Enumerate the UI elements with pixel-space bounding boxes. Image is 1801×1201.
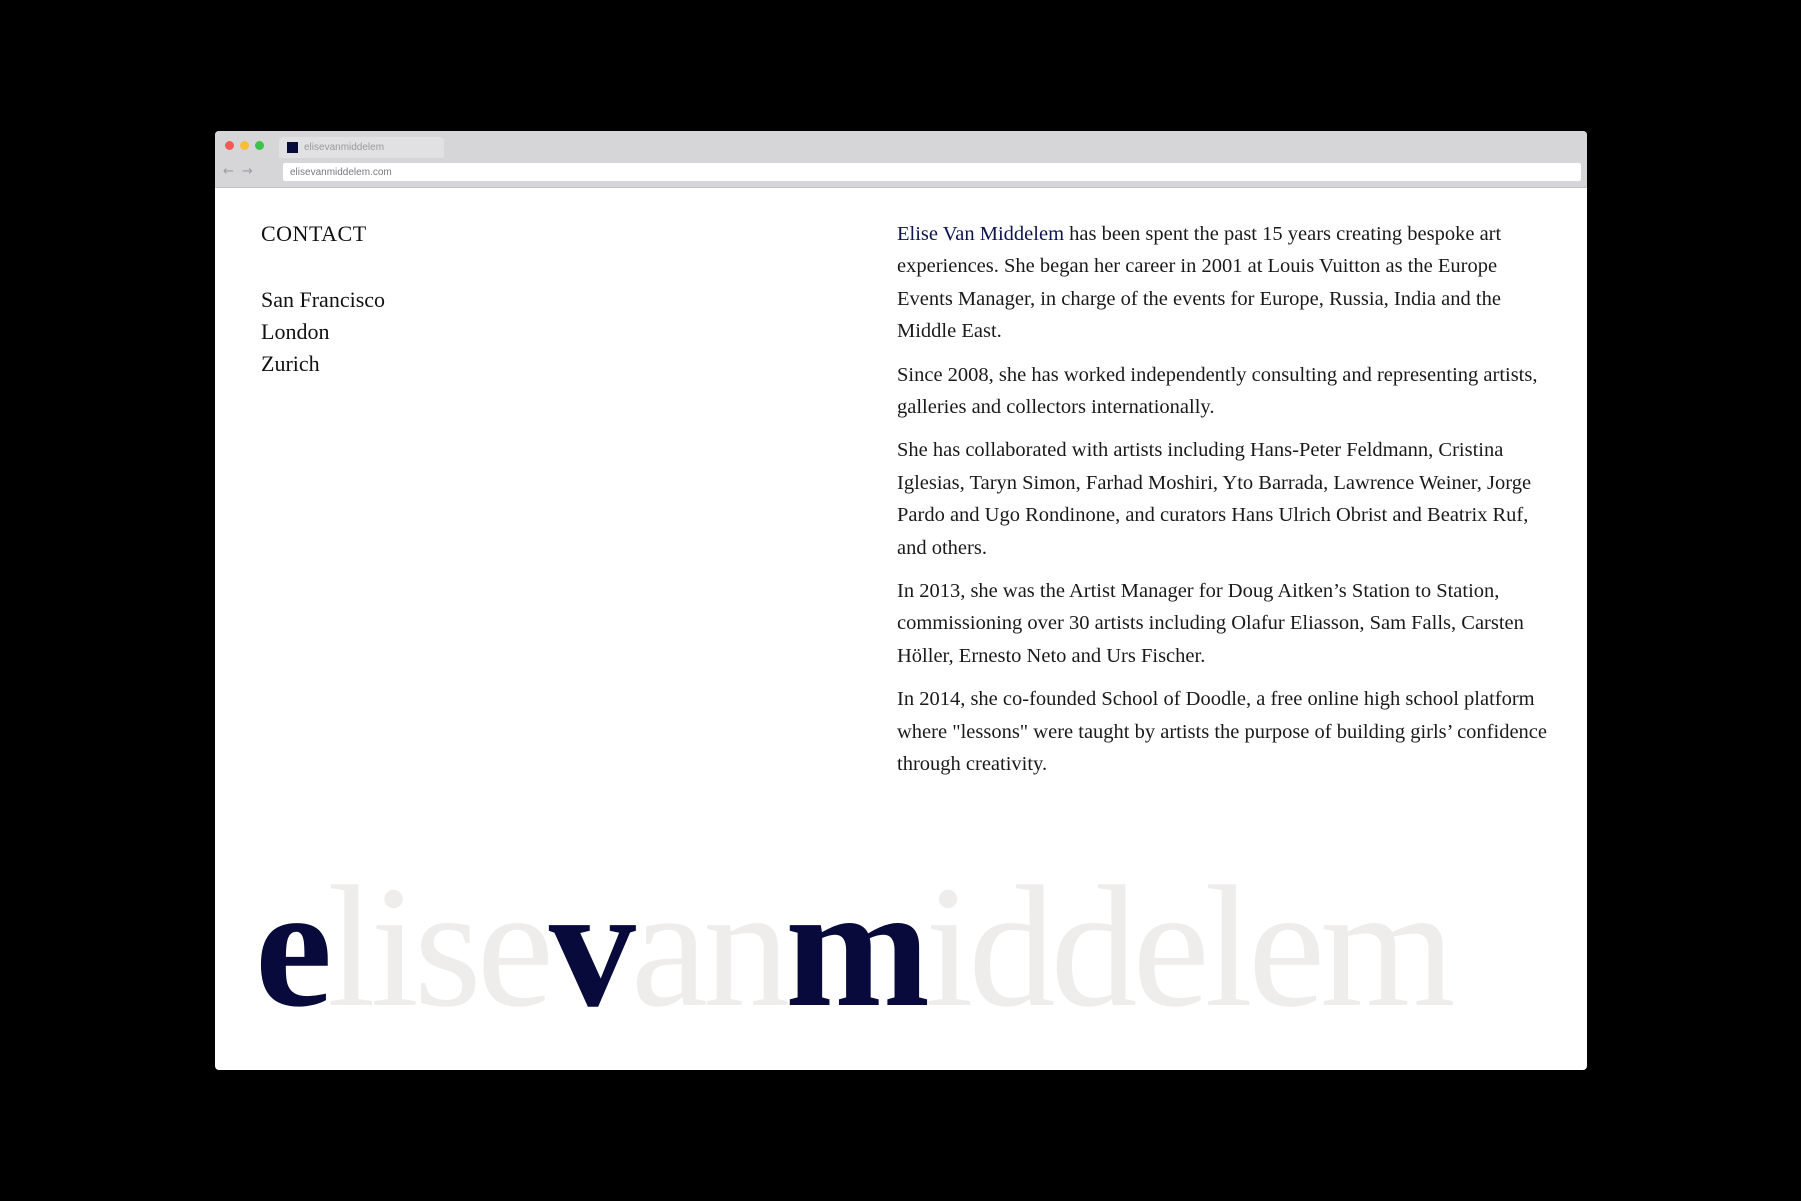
bio-text: [897, 218, 1547, 792]
wordmark-faded: lise: [327, 850, 549, 1043]
maximize-window-button[interactable]: [255, 141, 264, 150]
forward-arrow-icon[interactable]: →: [241, 164, 253, 179]
wordmark-letter-e: e: [255, 850, 328, 1043]
bio-paragraph: She has collaborated with artists including Hans-Peter Feldmann, Cristina Iglesias, Taryn Simon, Farhad Moshiri, Yto Barrada, Lawrence Weiner, Jorge Pardo and Ugo Rondinone, and curators Hans Ulrich Obrist and Beatrix Ruf, and others.: [897, 439, 1532, 559]
contact-link[interactable]: CONTACT: [261, 221, 367, 246]
location-item: San Francisco: [261, 287, 386, 312]
bio-paragraph: Since 2008, she has worked independently consulting and representing artists, galleries and collectors internationally.: [897, 363, 1538, 419]
bio-name: Elise Van Middelem: [897, 223, 1065, 245]
wordmark-letter-v: v: [548, 850, 631, 1043]
tab-title: elisevanmiddelem: [304, 142, 385, 153]
bio-paragraph: In 2014, she co-founded School of Doodle, a free online high school platform where "lessons" were taught by artists the purpose of building girls’ confidence through creativity.: [897, 688, 1547, 776]
window-controls: [225, 141, 264, 150]
location-item: Zurich: [261, 351, 320, 376]
wordmark-faded: an: [630, 850, 786, 1043]
minimize-window-button[interactable]: [240, 141, 249, 150]
browser-window: [215, 131, 1587, 1070]
wordmark-letter-m: m: [785, 850, 926, 1043]
address-bar[interactable]: [283, 163, 1581, 181]
browser-chrome: [215, 131, 1587, 188]
bio-paragraph-text: has been spent the past 15 years creating bespoke art experiences. She began her career in 2001 at Louis Vuitton as the Europe Events Manager, in charge of the events for Europe, Russia, India and the Middle East.: [897, 223, 1502, 343]
page-content: [215, 188, 1587, 1070]
close-window-button[interactable]: [225, 141, 234, 150]
logo-wordmark: [255, 850, 1451, 1043]
browser-tab[interactable]: [279, 137, 444, 158]
back-arrow-icon[interactable]: ←: [223, 164, 234, 179]
location-list: [261, 284, 385, 380]
location-item: London: [261, 319, 330, 344]
nav-buttons: [223, 165, 253, 179]
wordmark-faded: iddelem: [925, 850, 1451, 1043]
url-text[interactable]: elisevanmiddelem.com: [290, 166, 392, 178]
bio-paragraph: [897, 218, 1547, 348]
bio-paragraph: In 2013, she was the Artist Manager for Doug Aitken’s Station to Station, commissioning over 30 artists including Olafur Eliasson, Sam Falls, Carsten Höller, Ernesto Neto and Urs Fischer.: [897, 580, 1524, 667]
favicon-icon: [287, 142, 298, 153]
